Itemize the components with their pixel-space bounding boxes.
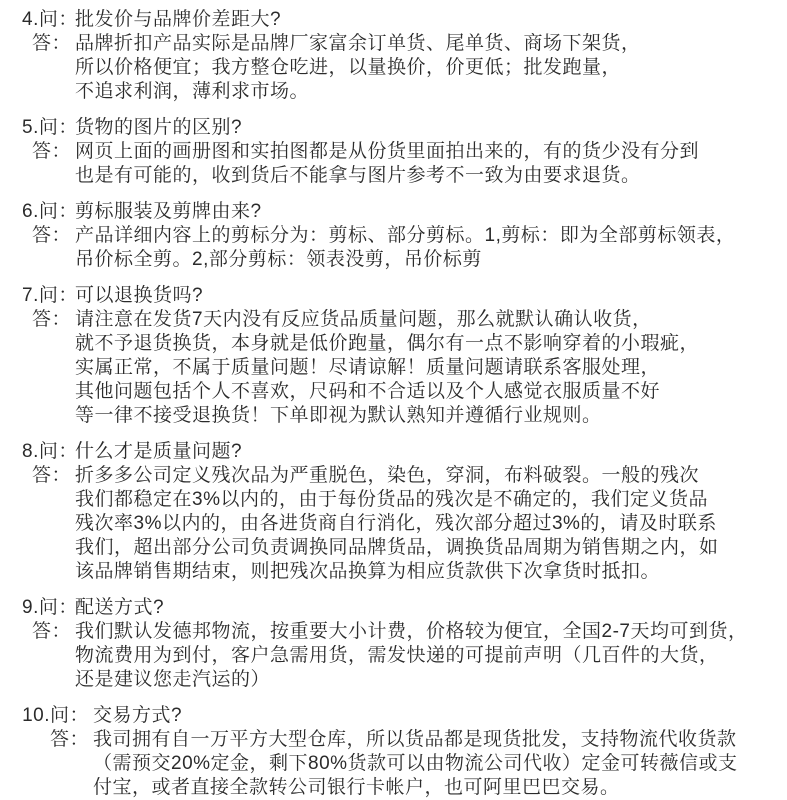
answer-line — [22, 356, 781, 380]
answer-text: 我们都稳定在3%以内的，由于每份货品的残次是不确定的，我们定义货品 — [75, 489, 708, 510]
question-text: 货物的图片的区别? — [75, 117, 243, 138]
question-label: 5.问： — [22, 117, 78, 138]
answer-line — [22, 308, 781, 332]
answer-continuation-label — [22, 488, 75, 512]
answer-continuation-label — [22, 56, 75, 80]
answer-label: 答： — [31, 621, 71, 642]
answer-continuation-label — [22, 380, 75, 404]
answer-text: 其他问题包括个人不喜欢，尺码和不合适以及个人感觉衣服质量不好 — [75, 381, 661, 402]
faq-item — [22, 200, 781, 272]
answer-label: 答： — [49, 729, 89, 750]
answer-line — [22, 332, 781, 356]
answer-line — [22, 140, 781, 164]
answer-line — [22, 380, 781, 404]
faq-item — [22, 440, 781, 584]
answer-line — [22, 752, 781, 776]
answer-text: 我们默认发德邦物流，按重要大小计费，价格较为便宜，全国2-7天均可到货， — [75, 621, 748, 642]
answer-line — [22, 668, 781, 692]
answer-line — [22, 32, 781, 56]
question-text: 批发价与品牌价差距大? — [75, 9, 282, 30]
question-line — [22, 8, 781, 32]
answer-continuation-label — [22, 776, 93, 800]
question-label: 7.问： — [22, 285, 78, 306]
answer-text: 我司拥有自一万平方大型仓库，所以货品都是现货批发，支持物流代收货款 — [93, 729, 737, 750]
question-text: 什么才是质量问题? — [75, 441, 243, 462]
question-line — [22, 440, 781, 464]
answer-continuation-label — [22, 752, 93, 776]
answer-line — [22, 776, 781, 800]
answer-continuation-label — [22, 668, 75, 692]
answer-line — [22, 404, 781, 428]
answer-text: 该品牌销售期结束，则把残次品换算为相应货款供下次拿货时抵扣。 — [75, 561, 661, 582]
answer-text: 我们，超出部分公司负责调换同品牌货品，调换货品周期为销售期之内，如 — [75, 537, 719, 558]
answer-line — [22, 224, 781, 248]
answer-continuation-label — [22, 332, 75, 356]
faq-item — [22, 116, 781, 188]
question-label: 6.问： — [22, 201, 78, 222]
answer-text: 吊价标全剪。2,部分剪标：领表没剪，吊价标剪 — [75, 249, 482, 270]
question-line — [22, 200, 781, 224]
answer-text: 就不予退货换货，本身就是低价跑量，偶尔有一点不影响穿着的小瑕疵， — [75, 333, 700, 354]
answer-text: 实属正常，不属于质量问题！尽请谅解！质量问题请联系客服处理， — [75, 357, 661, 378]
answer-line — [22, 560, 781, 584]
faq-item — [22, 596, 781, 692]
answer-text: 付宝，或者直接全款转公司银行卡帐户，也可阿里巴巴交易。 — [93, 777, 620, 798]
answer-continuation-label — [22, 356, 75, 380]
question-line — [22, 704, 781, 728]
answer-label: 答： — [31, 225, 71, 246]
question-line — [22, 284, 781, 308]
question-line — [22, 596, 781, 620]
answer-line — [22, 512, 781, 536]
answer-text: 产品详细内容上的剪标分为：剪标、部分剪标。1,剪标：即为全部剪标领表， — [75, 225, 736, 246]
answer-continuation-label — [22, 536, 75, 560]
answer-line — [22, 248, 781, 272]
answer-label: 答： — [31, 33, 71, 54]
question-text: 交易方式? — [93, 705, 183, 726]
faq-item — [22, 8, 781, 104]
question-label: 8.问： — [22, 441, 78, 462]
answer-text: 物流费用为到付，客户急需用货，需发快递的可提前声明（几百件的大货， — [75, 645, 719, 666]
answer-text: 也是有可能的，收到货后不能拿与图片参考不一致为由要求退货。 — [75, 165, 641, 186]
answer-continuation-label — [22, 404, 75, 428]
answer-line — [22, 644, 781, 668]
answer-text: 品牌折扣产品实际是品牌厂家富余订单货、尾单货、商场下架货， — [75, 33, 641, 54]
answer-continuation-label — [22, 644, 75, 668]
answer-continuation-label — [22, 80, 75, 104]
answer-text: 网页上面的画册图和实拍图都是从份货里面拍出来的，有的货少没有分到 — [75, 141, 700, 162]
question-label: 9.问： — [22, 597, 78, 618]
question-label: 4.问： — [22, 9, 78, 30]
answer-line — [22, 56, 781, 80]
answer-continuation-label — [22, 512, 75, 536]
answer-line — [22, 164, 781, 188]
question-text: 剪标服装及剪牌由来? — [75, 201, 262, 222]
answer-line — [22, 728, 781, 752]
question-label: 10.问： — [22, 705, 89, 726]
answer-text: 残次率3%以内的，由各进货商自行消化，残次部分超过3%的，请及时联系 — [75, 513, 717, 534]
answer-text: 所以价格便宜；我方整仓吃进，以量换价，价更低；批发跑量， — [75, 57, 622, 78]
answer-label: 答： — [31, 141, 71, 162]
answer-text: （需预交20%定金，剩下80%货款可以由物流公司代收）定金可转薇信或支 — [93, 753, 738, 774]
faq-item — [22, 284, 781, 428]
question-text: 配送方式? — [75, 597, 165, 618]
answer-text: 不追求利润，薄利求市场。 — [75, 81, 310, 102]
answer-line — [22, 536, 781, 560]
faq-item — [22, 704, 781, 800]
answer-text: 折多多公司定义残次品为严重脱色，染色，穿洞，布料破裂。一般的残次 — [75, 465, 700, 486]
question-line — [22, 116, 781, 140]
answer-line — [22, 464, 781, 488]
answer-line — [22, 620, 781, 644]
answer-continuation-label — [22, 248, 75, 272]
answer-text: 等一律不接受退换货！下单即视为默认熟知并遵循行业规则。 — [75, 405, 602, 426]
answer-label: 答： — [31, 309, 71, 330]
answer-continuation-label — [22, 560, 75, 584]
answer-text: 还是建议您走汽运的） — [75, 669, 271, 690]
answer-line — [22, 488, 781, 512]
question-text: 可以退换货吗? — [75, 285, 204, 306]
answer-label: 答： — [31, 465, 71, 486]
answer-text: 请注意在发货7天内没有反应货品质量问题，那么就默认确认收货， — [75, 309, 652, 330]
answer-continuation-label — [22, 164, 75, 188]
answer-line — [22, 80, 781, 104]
